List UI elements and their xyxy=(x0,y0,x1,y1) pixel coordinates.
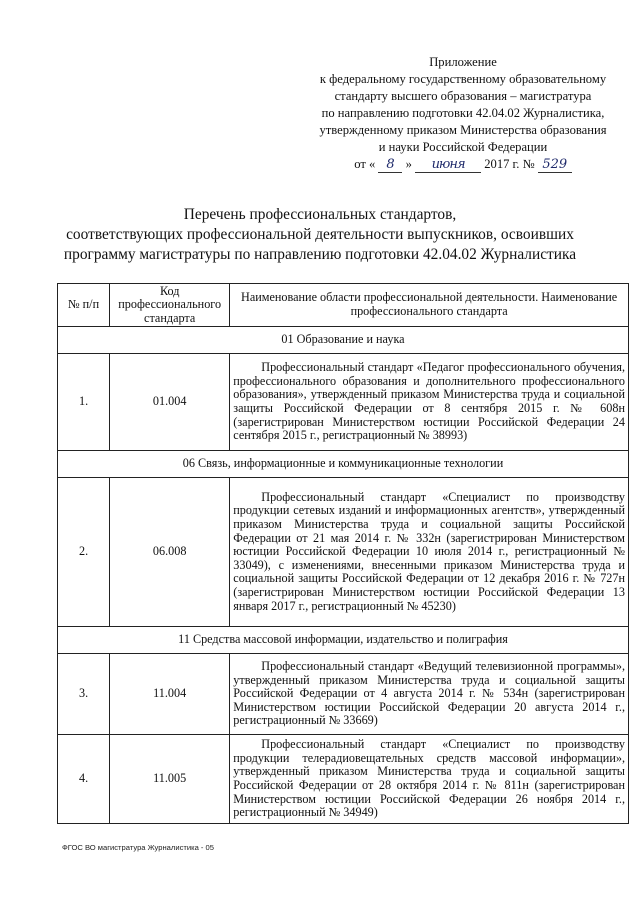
handwritten-month: июня xyxy=(415,158,481,173)
appendix-line: к федеральному государственному образовательному xyxy=(319,72,607,86)
handwritten-order-number: 529 xyxy=(538,158,572,173)
standard-code: 11.004 xyxy=(110,654,230,735)
header-name: Наименование области профессиональной деятельности. Наименование профессионального стандарта xyxy=(230,284,629,327)
row-number: 4. xyxy=(58,735,110,824)
appendix-line: по направлению подготовки 42.04.02 Журналистика, xyxy=(321,106,605,120)
standard-description xyxy=(230,478,629,627)
appendix-line: стандарту высшего образования – магистратура xyxy=(334,89,592,103)
table-row xyxy=(58,478,629,627)
table-row xyxy=(58,654,629,735)
standard-text: Профессиональный стандарт «Специалист по производству продукции телерадиовещательных средств массовой информации», утвержденный приказом Министерства труда и социальной защиты Российской Федерации от 28 октября 2014 г. № 811н (зарегистрирован Министерством юстиции Российской Федерации 26 ноября 2014 г., регистрационный № 34949) xyxy=(233,737,625,820)
standard-description xyxy=(230,354,629,451)
section-title: 01 Образование и наука xyxy=(58,327,629,354)
date-prefix: от « xyxy=(354,157,376,171)
standard-text: Профессиональный стандарт «Педагог профессионального обучения, профессионального образования и дополнительного профессионального образования», утвержденный приказом Министерства труда и социальной защиты Российской Федерации от 8 сентября 2015 г. № 608н (зарегистрирован Министерством юстиции Российской Федерации 24 сентября 2015 г., регистрационный № 38993) xyxy=(233,360,625,443)
standard-description xyxy=(230,654,629,735)
standard-code: 01.004 xyxy=(110,354,230,451)
appendix-line: и науки Российской Федерации xyxy=(378,140,548,154)
table-header-row xyxy=(58,284,629,327)
standard-code: 06.008 xyxy=(110,478,230,627)
row-number: 1. xyxy=(58,354,110,451)
handwritten-day: 8 xyxy=(378,158,402,173)
date-mid: » xyxy=(405,157,412,171)
page-footer: ФГОС ВО магистратура Журналистика - 05 xyxy=(62,843,215,852)
section-row xyxy=(58,327,629,354)
appendix-header xyxy=(296,54,630,173)
order-date-line xyxy=(296,156,630,173)
section-row xyxy=(58,451,629,478)
standard-code: 11.005 xyxy=(110,735,230,824)
table-row xyxy=(58,354,629,451)
standard-description xyxy=(230,735,629,824)
appendix-line: Приложение xyxy=(429,55,497,69)
standard-text: Профессиональный стандарт «Ведущий телевизионной программы», утвержденный приказом Министерства труда и социальной защиты Российской Федерации от 4 августа 2014 г. № 534н (зарегистрирован Министерством юстиции Российской Федерации 20 августа 2014 г., регистрационный № 33669) xyxy=(233,659,625,728)
table-row xyxy=(58,735,629,824)
title-line: Перечень профессиональных стандартов, xyxy=(183,206,457,223)
document-title xyxy=(60,205,580,265)
row-number: 3. xyxy=(58,654,110,735)
standards-table xyxy=(57,283,629,824)
section-title: 11 Средства массовой информации, издательство и полиграфия xyxy=(58,627,629,654)
header-code: Код профессионального стандарта xyxy=(110,284,230,327)
header-num: № п/п xyxy=(58,284,110,327)
year-text: 2017 г. № xyxy=(484,157,535,171)
section-title: 06 Связь, информационные и коммуникационные технологии xyxy=(58,451,629,478)
appendix-line: утвержденному приказом Министерства образования xyxy=(319,123,607,137)
standard-text: Профессиональный стандарт «Специалист по производству продукции сетевых изданий и информационных агентств», утвержденный приказом Министерства труда и социальной защиты Российской Федерации от 21 мая 2014 г. № 332н (зарегистрирован Министерством юстиции Российской Федерации 10 июля 2014 г., регистрационный № 33049), с изменениями, внесенными приказом Министерства труда и социальной защиты Российской Федерации от 12 декабря 2016 г. № 727н (зарегистрирован Министерством юстиции Российской Федерации 13 января 2017 г., регистрационный № 45230) xyxy=(233,489,625,613)
title-line: программу магистратуры по направлению подготовки 42.04.02 Журналистика xyxy=(63,246,577,263)
row-number: 2. xyxy=(58,478,110,627)
title-line: соответствующих профессиональной деятельности выпускников, освоивших xyxy=(66,226,574,243)
section-row xyxy=(58,627,629,654)
